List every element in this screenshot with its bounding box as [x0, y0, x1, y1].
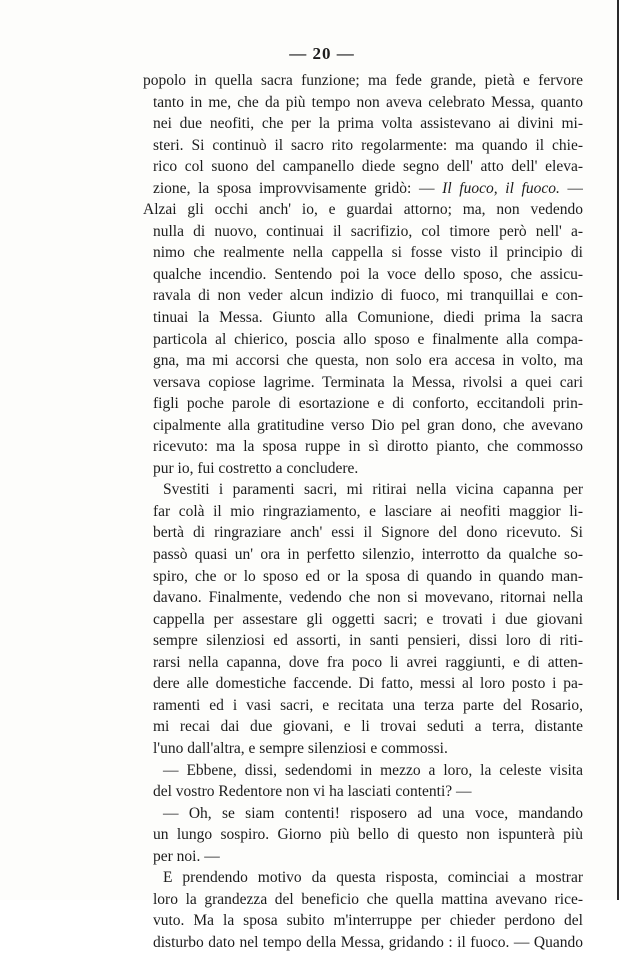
text-line: tanto in me, che da più tempo non aveva celebrato Messa, quanto	[153, 93, 583, 111]
text-line: cappella per assestare gli oggetti sacri; e trovati i due giovani	[153, 610, 583, 628]
text-line: nei due neofiti, che per la prima volta assistevano ai divini mi-	[153, 115, 583, 133]
text-line: un lungo sospiro. Giorno più bello di questo non ispunterà più	[153, 826, 583, 844]
text-line: per noi. —	[153, 847, 220, 865]
text-line: E prendendo motivo da questa risposta, cominciai a mostrar	[163, 869, 583, 887]
text-line: dere alle domestiche faccende. Di fatto, messi al loro posto i pa-	[153, 675, 583, 693]
text-line: ravala di non veder alcun indizio di fuoco, mi tranquillai e con-	[153, 287, 583, 305]
text-line: rico col suono del campanello diede segno dell' atto dell' eleva-	[153, 158, 583, 176]
text-line: pur io, fui costretto a concludere.	[153, 459, 359, 477]
text-line: Svestiti i paramenti sacri, mi ritirai nella vicina capanna per	[163, 481, 583, 499]
text-line: tinuai la Messa. Giunto alla Comunione, diedi prima la sacra	[153, 309, 583, 327]
text-line: gna, ma mi accorsi che questa, non solo era accesa in volto, ma	[153, 352, 583, 370]
text-line: steri. Si continuò il sacro rito regolarmente: ma quando il chie-	[153, 136, 583, 154]
text-line: qualche incendio. Sentendo poi la voce dello sposo, che assicu-	[153, 265, 583, 283]
text-line: cipalmente alla gratitudine verso Dio pel gran dono, che avevano	[153, 416, 583, 434]
body-text	[143, 70, 583, 953]
text-line: versava copiose lagrime. Terminata la Messa, rivolsi a quei cari	[153, 373, 583, 391]
text-line: particola al chierico, poscia allo sposo e finalmente alla compa-	[153, 330, 583, 348]
italic-exclamation: Il fuoco, il fuoco.	[442, 179, 560, 197]
text-line: spiro, che or lo sposo ed or la sposa di quando in quando man-	[153, 567, 583, 585]
text-line: figli poche parole di esortazione e di conforto, eccitandoli prin-	[153, 395, 583, 413]
text-line: mi recai dai due giovani, e li trovai seduti a terra, distante	[153, 718, 583, 736]
text-line: ramenti ed i vasi sacri, e recitata una terza parte del Rosario,	[153, 696, 583, 714]
text-line: del vostro Redentore non vi ha lasciati contenti? —	[153, 783, 472, 801]
text-line: bertà di ringraziare anch' essi il Signore del dono ricevuto. Si	[153, 524, 583, 542]
text-line: — Oh, se siam contenti! risposero ad una voce, mandando	[163, 804, 583, 822]
text-segment: —	[559, 179, 583, 197]
page-edge-margin	[618, 0, 644, 900]
text-segment: zione, la sposa improvvisamente gridò: —	[153, 179, 435, 197]
page-number: — 20 —	[289, 44, 355, 63]
text-line: disturbo dato nel tempo della Messa, gridando : il fuoco. — Quando	[153, 933, 583, 951]
text-line: vuto. Ma la sposa subito m'interruppe per chieder perdono del	[153, 912, 583, 930]
text-line: nimo che realmente nella cappella si fosse visto il principio di	[153, 244, 583, 262]
text-line: nulla di nuovo, continuai il sacrifizio, col timore però nell' a-	[153, 222, 583, 240]
text-line: loro la grandezza del beneficio che quella mattina avevano rice-	[153, 890, 583, 908]
page-edge-rule	[617, 0, 619, 900]
text-line: — Ebbene, dissi, sedendomi in mezzo a loro, la celeste visita	[163, 761, 583, 779]
text-line: passò quasi un' ora in perfetto silenzio, interrotto da qualche so-	[153, 546, 583, 564]
text-line: davano. Finalmente, vedendo che non si movevano, ritornai nella	[153, 589, 583, 607]
text-line: sempre silenziosi ed assorti, in santi pensieri, dissi loro di riti-	[153, 632, 583, 650]
text-line: ricevuto: ma la sposa ruppe in sì dirotto pianto, che commosso	[153, 438, 583, 456]
text-line: rarsi nella capanna, dove fra poco li avrei raggiunti, e di atten-	[153, 653, 583, 671]
text-line: Alzai gli occhi anch' io, e guardai attorno; ma, non vedendo	[143, 201, 583, 219]
text-line: l'uno dall'altra, e sempre silenziosi e commossi.	[153, 739, 448, 757]
text-line: far colà il mio ringraziamento, e lasciare ai neofiti maggior li-	[153, 502, 583, 520]
text-line: popolo in quella sacra funzione; ma fede grande, pietà e fervore	[143, 72, 583, 89]
text-line-with-exclamation	[143, 178, 583, 200]
